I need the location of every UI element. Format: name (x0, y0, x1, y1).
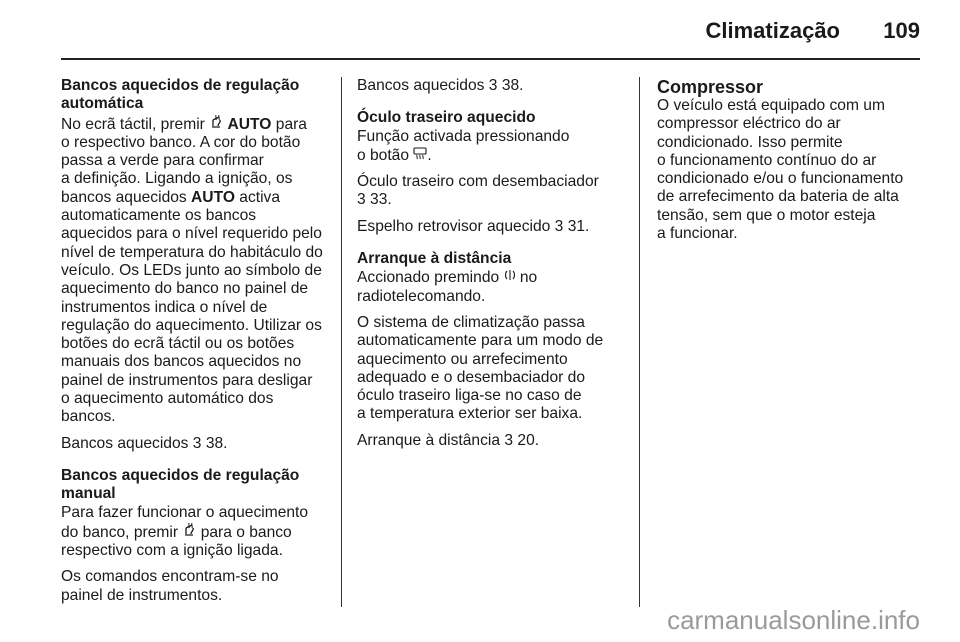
cross-reference-seat-heating-top[interactable]: Bancos aquecidos 3 38. (357, 77, 524, 94)
rear-defrost-icon (413, 146, 427, 164)
arrow-ref-icon: 3 (192, 434, 202, 452)
arrow-ref-icon: 3 (488, 77, 498, 94)
cross-reference-heated-mirror[interactable]: Espelho retrovisor aquecido 3 31. (357, 217, 590, 235)
arrow-ref-icon: 3 (357, 191, 366, 209)
page-number: 109 (883, 18, 920, 43)
page-title: Climatização (705, 18, 840, 43)
cross-reference-rear-window[interactable]: Óculo traseiro com desembaciador 3 33. (357, 173, 599, 209)
column-divider-2 (639, 77, 640, 607)
seat-heat-icon (209, 114, 223, 133)
paragraph-rear-window: Função activada pressionando o botão . (357, 127, 570, 164)
section-heading-auto-seat-heating: Bancos aquecidos de regulação automática (61, 77, 300, 113)
paragraph-auto-seat-heating: No ecrã táctil, premir AUTO para o respectivo banco. A cor do botão passa a verde para confirmar a definição. Ligando a ignição, os bancos aquecidos AUTO activa automaticamente os bancos aquecidos para o nível requerido pelo nível de temperatura do habitáculo do veículo. Os LEDs junto ao símbolo de aquecimento do banco no painel de instrumentos indica o nível de regulação do aquecimento. Utilizar os botões do ecrã táctil ou os botões manuais dos bancos aquecidos no painel de instrumentos para desligar o aquecimento automático dos bancos. (61, 115, 323, 426)
column-3 (657, 77, 919, 251)
page-header (0, 0, 960, 62)
arrow-ref-icon: 3 (554, 217, 564, 235)
column-1 (61, 77, 329, 613)
section-heading-rear-window: Óculo traseiro aquecido (357, 109, 536, 127)
section-heading-compressor: Compressor (657, 77, 764, 97)
remote-start-icon (504, 268, 516, 286)
seat-heat-icon (182, 522, 196, 541)
cross-reference-seat-heating[interactable]: Bancos aquecidos 3 38. (61, 434, 228, 452)
paragraph-controls-location: Os comandos encontram-se no painel de instrumentos. (61, 568, 279, 604)
section-heading-manual-seat-heating: Bancos aquecidos de regulação manual (61, 466, 300, 503)
header-divider (61, 58, 920, 60)
paragraph-climate-system: O sistema de climatização passa automaticamente para um modo de aquecimento ou arrefecimento adequado e o desembaciador do óculo traseiro liga-se no caso de a temperatura exterior ser baixa. (357, 313, 604, 423)
column-divider-1 (341, 77, 342, 607)
cross-reference-remote-start[interactable]: Arranque à distância 3 20. (357, 431, 540, 449)
arrow-ref-icon: 3 (504, 431, 514, 449)
column-2 (357, 77, 617, 458)
paragraph-remote-start: Accionado premindo no radiotelecomando. (357, 269, 538, 305)
watermark: carmanualsonline.info (667, 605, 920, 635)
section-heading-remote-start: Arranque à distância (357, 250, 512, 268)
paragraph-manual-seat-heating: Para fazer funcionar o aquecimento do banco, premir para o banco respectivo com a ignição ligada. (61, 503, 309, 560)
paragraph-compressor: O veículo está equipado com um compressor eléctrico do ar condicionado. Isso permite o funcionamento contínuo do ar condicionado e/ou o funcionamento de arrefecimento da bateria de alta tensão, sem que o motor esteja a funcionar. (657, 97, 904, 243)
